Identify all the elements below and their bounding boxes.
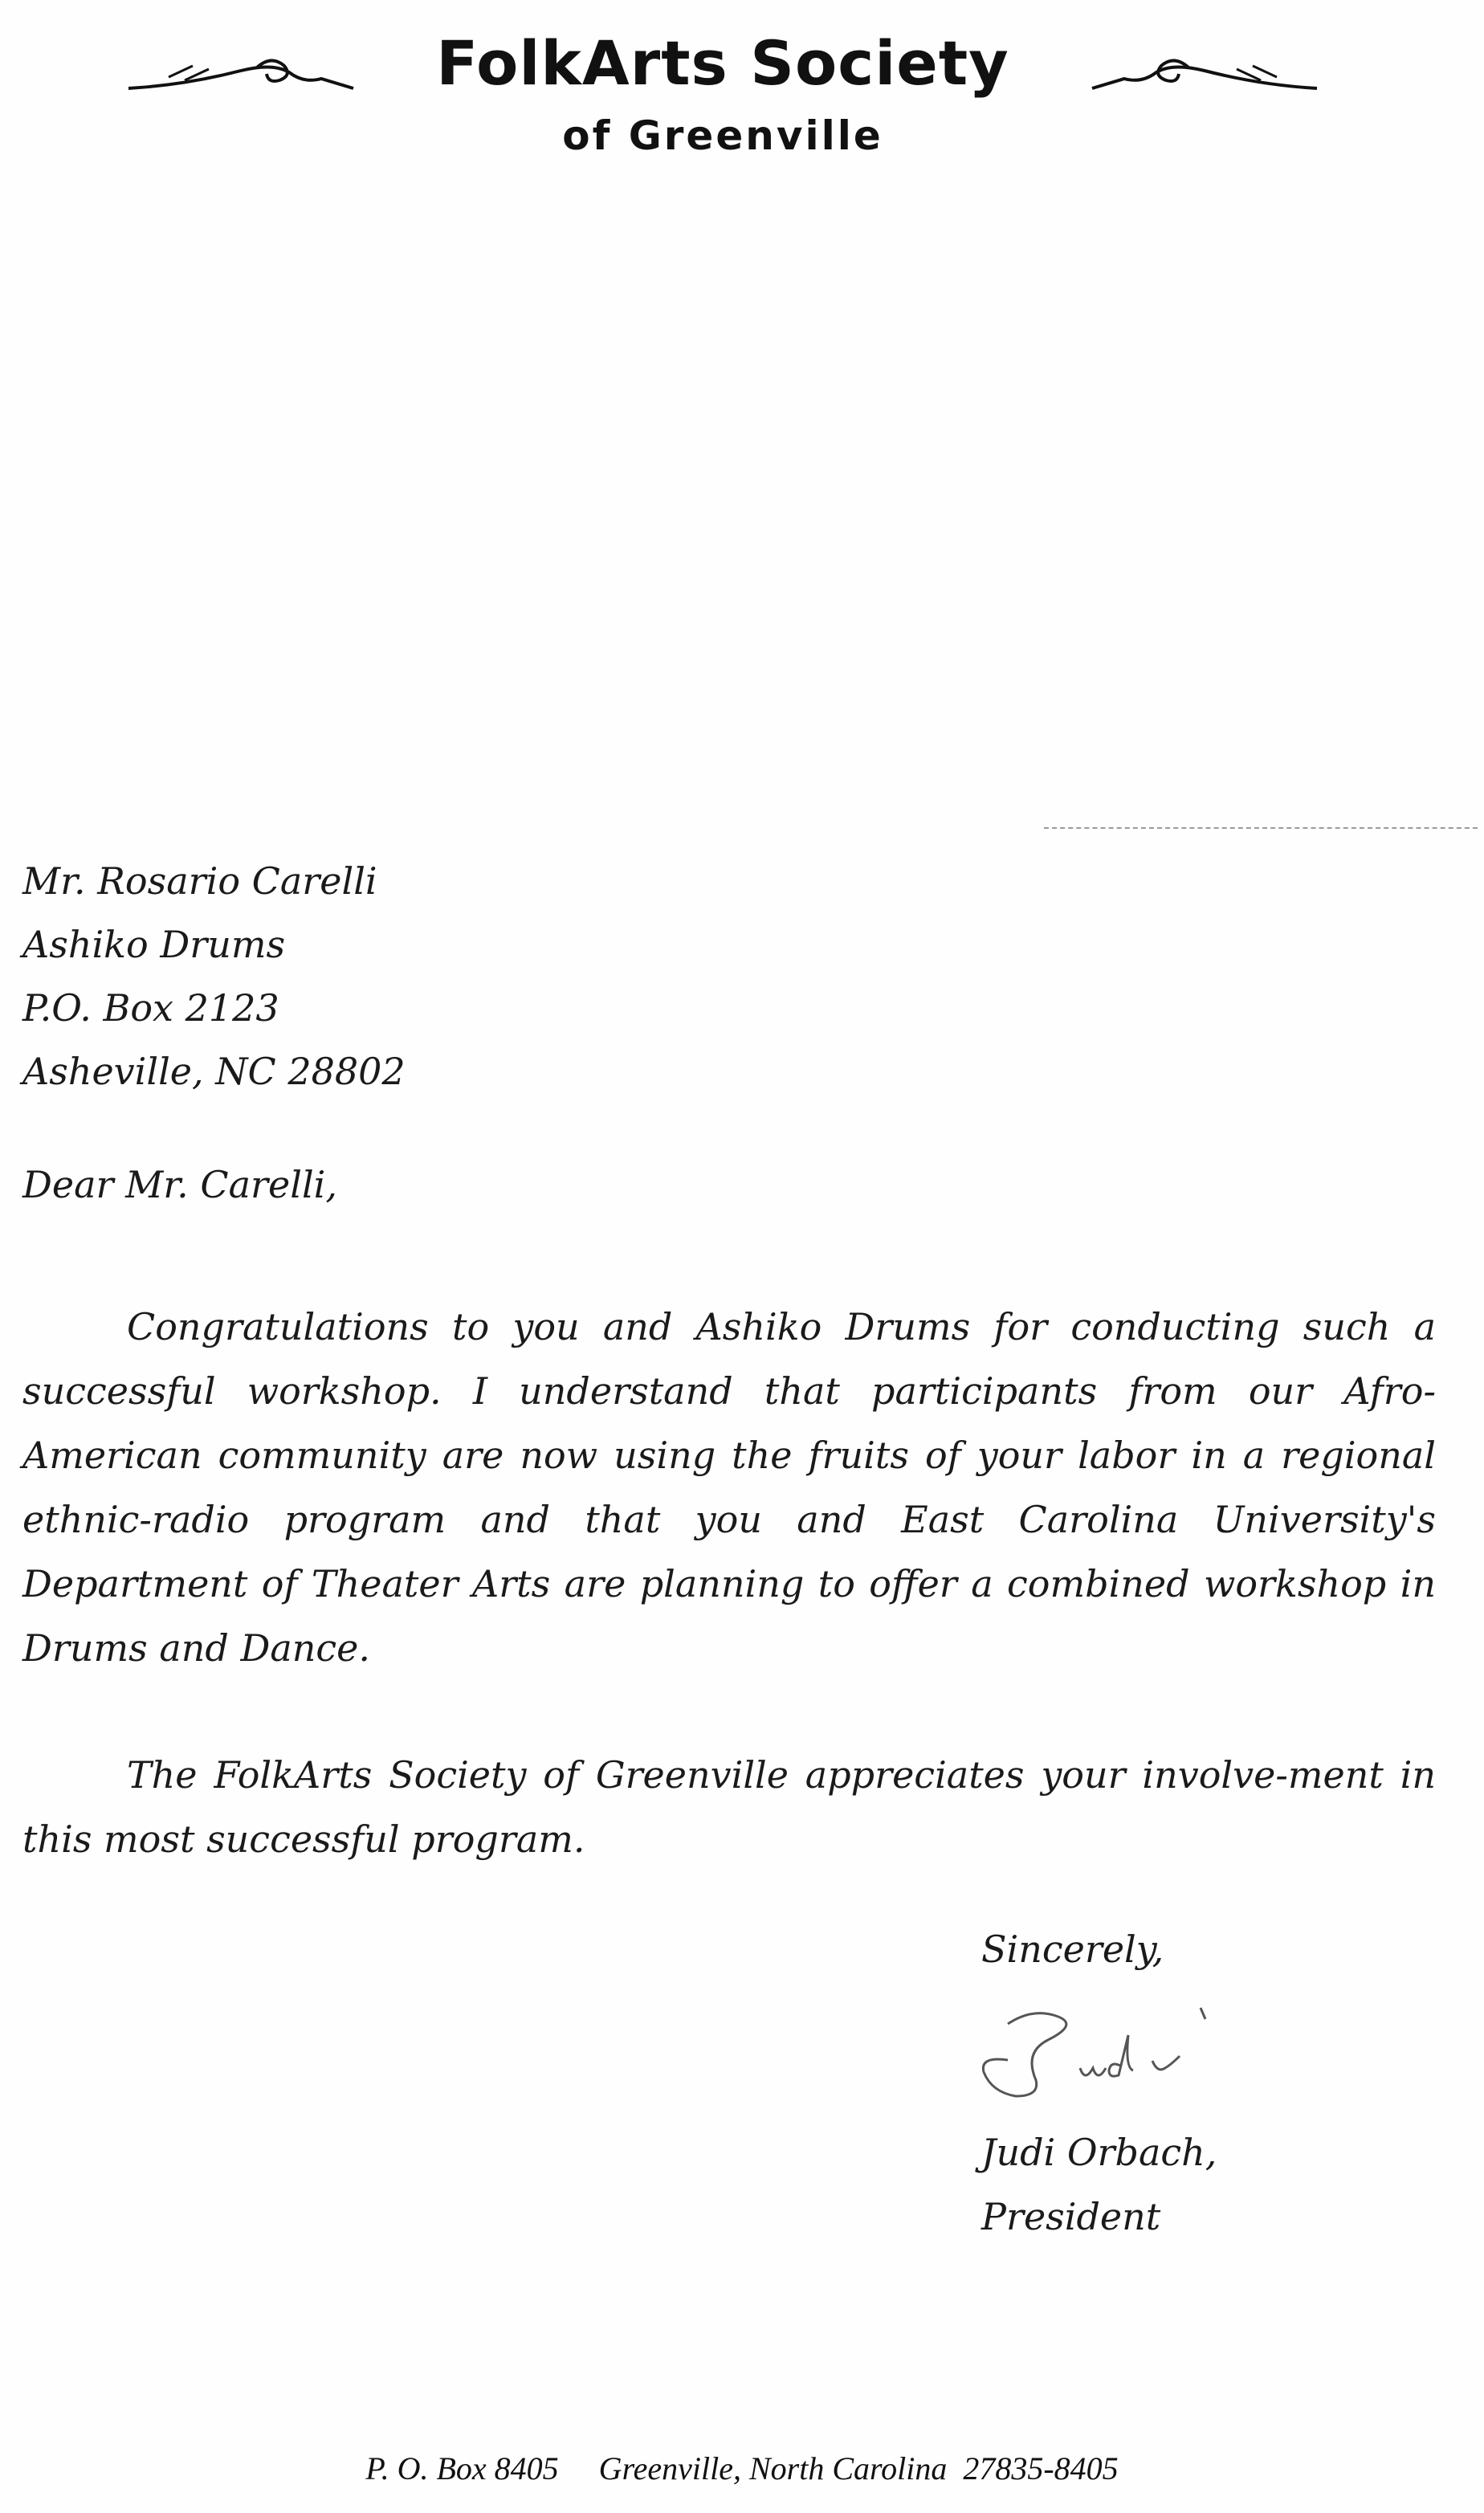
- salutation: Dear Mr. Carelli,: [22, 1163, 338, 1206]
- signer-name: Judi Orbach,: [981, 2131, 1217, 2174]
- signer-block: [981, 2120, 1217, 2249]
- signer-title: President: [981, 2195, 1161, 2238]
- dashed-divider: [1044, 827, 1478, 829]
- right-flourish-icon: [1084, 39, 1325, 103]
- recipient-name: Mr. Rosario Carelli: [22, 859, 377, 903]
- letterhead-title: FolkArts Society: [436, 27, 1009, 99]
- recipient-address: [22, 850, 406, 1104]
- closing: Sincerely,: [981, 1928, 1164, 1971]
- footer-address: P. O. Box 8405 Greenville, North Carolina 27835-8405: [365, 2450, 1119, 2486]
- letterhead: [120, 16, 1325, 177]
- body-paragraph-2: The FolkArts Society of Greenville appreciates your involve-ment in this most successful program.: [22, 1753, 1436, 1861]
- recipient-po-box: P.O. Box 2123: [22, 986, 279, 1030]
- recipient-city: Asheville, NC 28802: [22, 1050, 406, 1093]
- signature-image: [960, 1992, 1249, 2112]
- recipient-company: Ashiko Drums: [22, 923, 286, 966]
- body-paragraph-1: Congratulations to you and Ashiko Drums for conducting such a successful workshop. I understand that participants from our Afro-American community are now using the fruits of your labor in a regional ethnic-radio program and that you and East Carolina University's Department of Theater Arts are planning to offer a combined workshop in Drums and Dance.: [22, 1305, 1436, 1670]
- letterhead-subtitle: of Greenville: [562, 112, 883, 159]
